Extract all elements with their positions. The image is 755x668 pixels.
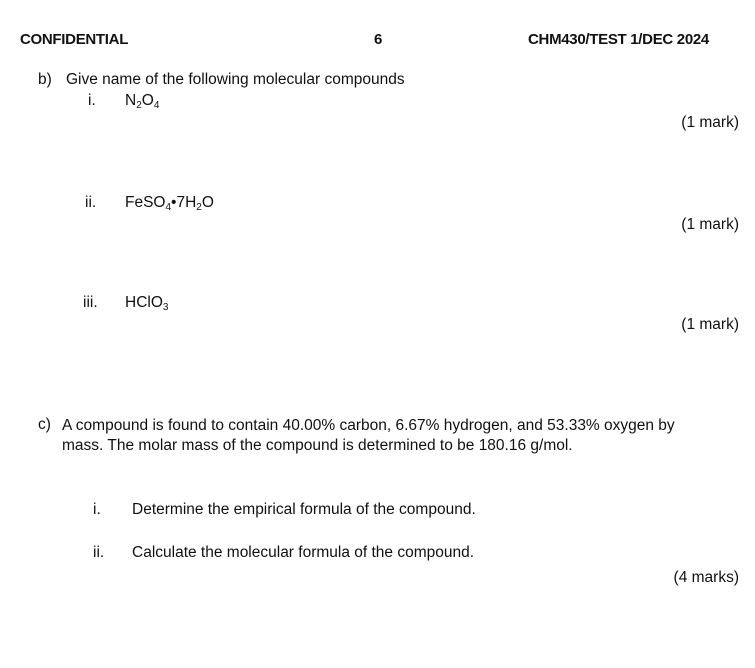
b-item-num: iii.: [83, 294, 98, 311]
section-b-label: b): [38, 71, 52, 88]
formula-subscript: 2: [196, 202, 202, 213]
b-item-marks: (1 mark): [681, 114, 739, 131]
section-c-label: c): [38, 416, 51, 433]
b-item-num: ii.: [85, 194, 97, 211]
formula-element: N: [125, 92, 137, 109]
b-item-num: i.: [88, 92, 96, 109]
page-number: 6: [374, 31, 383, 48]
formula-element: HClO: [125, 294, 163, 311]
c-item-1-text: Determine the empirical formula of the compound.: [132, 501, 476, 518]
chemical-formula: [125, 294, 168, 312]
b-item-marks: (1 mark): [681, 316, 739, 333]
c-marks: (4 marks): [673, 569, 739, 586]
b-item-marks: (1 mark): [681, 216, 739, 233]
formula-element: O: [201, 194, 214, 211]
formula-subscript: 4: [165, 202, 172, 213]
formula-subscript: 4: [153, 100, 160, 111]
chemical-formula: [125, 92, 159, 110]
formula-subscript: 2: [136, 100, 142, 111]
formula-subscript: 3: [162, 302, 169, 313]
section-c-text: A compound is found to contain 40.00% carbon, 6.67% hydrogen, and 53.33% oxygen by mass. The molar mass of the compound is determined to be 180.16 g/mol.: [62, 417, 675, 454]
formula-element: O: [141, 92, 154, 109]
c-item-2-num: ii.: [93, 544, 105, 561]
header-confidential: CONFIDENTIAL: [20, 31, 129, 48]
formula-element: •7H: [171, 194, 197, 211]
chemical-formula: [125, 194, 214, 212]
c-item-1-num: i.: [93, 501, 101, 518]
c-item-2-text: Calculate the molecular formula of the compound.: [132, 544, 475, 561]
formula-element: FeSO: [125, 194, 166, 211]
section-b-prompt: Give name of the following molecular compounds: [66, 71, 405, 88]
course-code: CHM430/TEST 1/DEC 2024: [528, 31, 709, 48]
